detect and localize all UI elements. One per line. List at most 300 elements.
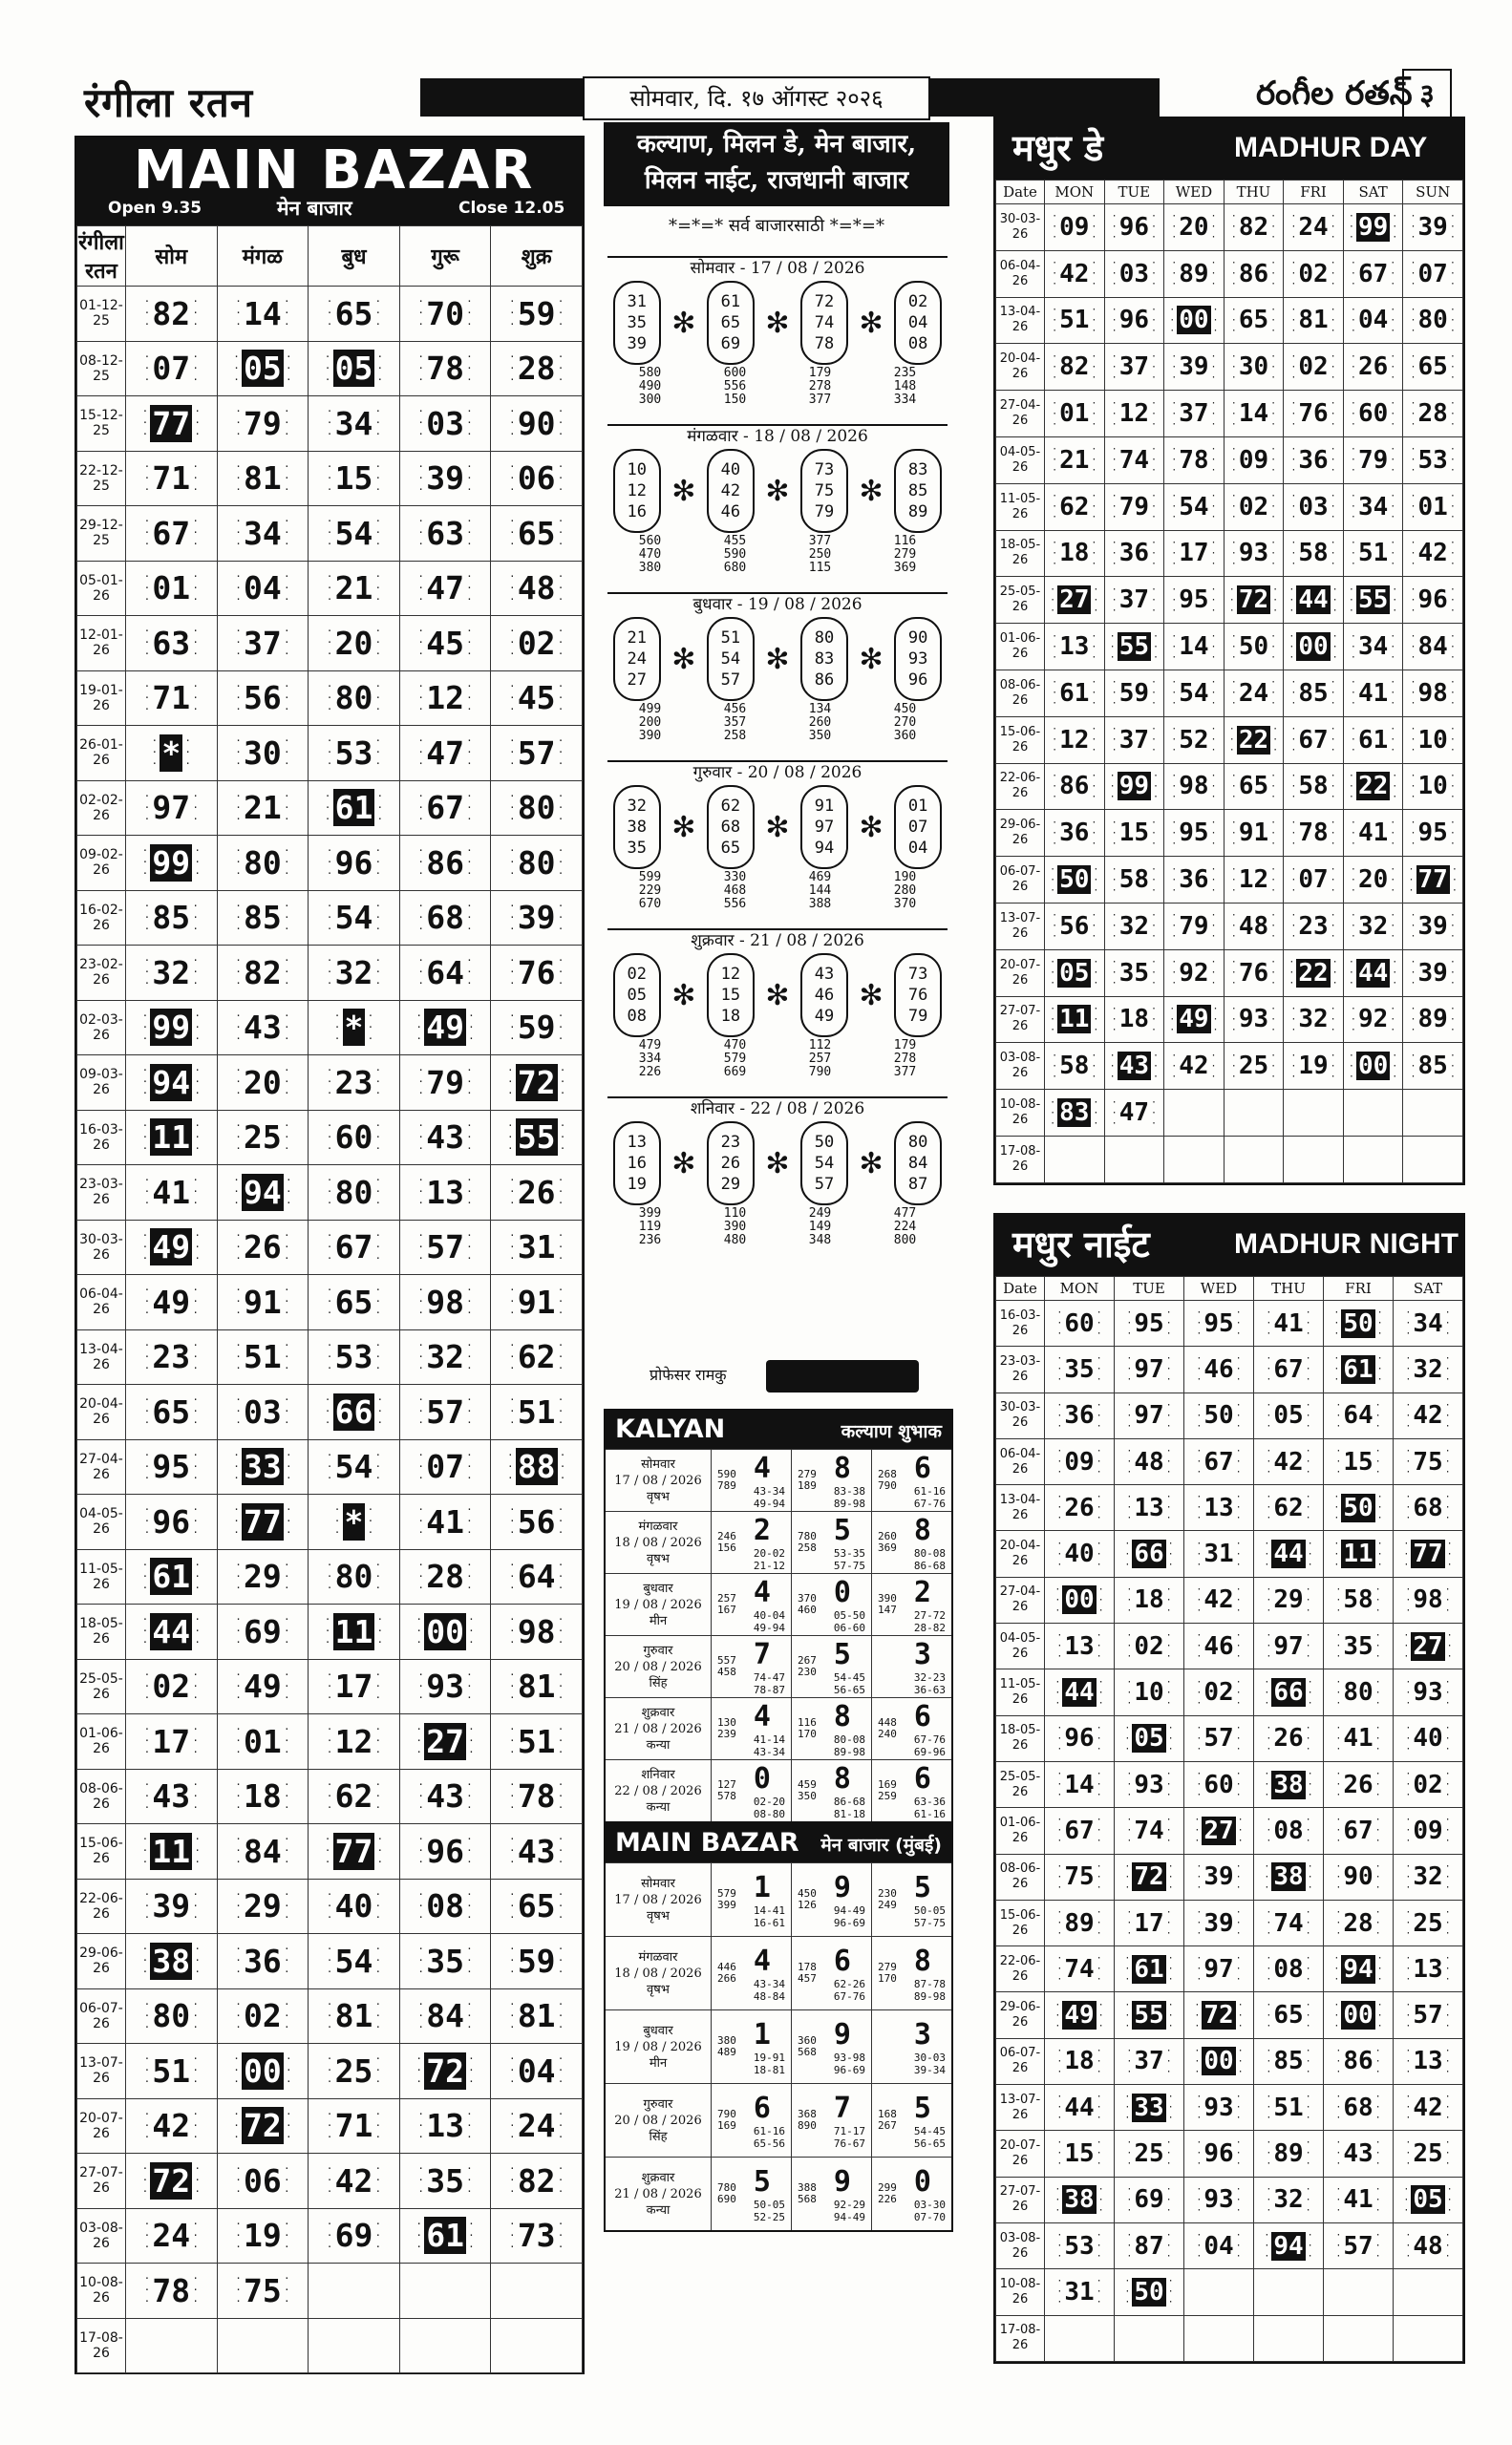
result-number: 95 xyxy=(1179,819,1209,848)
result-row xyxy=(606,1936,951,2009)
date-cell: 23-02-26 xyxy=(77,946,126,1001)
result-number: 96 xyxy=(1118,306,1149,335)
result-cell-inner xyxy=(1184,1769,1253,1800)
panel-digits-left: · · · xyxy=(1266,1630,1272,1663)
day-info-line: गुरुवार xyxy=(643,2096,673,2112)
panel-digits-right: · · · xyxy=(1446,1630,1453,1663)
result-cell-inner xyxy=(1284,1051,1343,1082)
result-block xyxy=(712,1450,792,1511)
panel-digits-left: · · · xyxy=(1405,2092,1412,2124)
panel-digits-left: · · · xyxy=(1350,537,1356,569)
result-number: 74 xyxy=(1118,445,1149,475)
result-number: 07 xyxy=(152,350,191,388)
result-number: 39 xyxy=(1179,352,1209,382)
panel-digits-right: · · · xyxy=(374,1064,382,1100)
panel-digits-right: · · · xyxy=(466,1284,473,1320)
result-number: 93 xyxy=(1203,2093,1234,2122)
panel-digits-left: · · · xyxy=(1111,444,1118,477)
result-number: 65 xyxy=(334,294,373,332)
result-cell xyxy=(126,1934,218,1989)
result-cell-inner xyxy=(1045,1769,1114,1800)
result-number: 11 xyxy=(1059,1005,1090,1034)
day-info-line: 21 / 08 / 2026 xyxy=(614,1721,702,1736)
panel-pair xyxy=(798,1655,817,1678)
result-block xyxy=(792,1574,872,1635)
panel-digits-left: · · · xyxy=(1410,491,1416,523)
panel-digits-right: · · · xyxy=(557,295,564,331)
panel-digits-right: · · · xyxy=(1091,770,1097,802)
result-number: 43 xyxy=(152,1777,191,1816)
panel-digits-left: · · · xyxy=(1056,1630,1063,1663)
result-cell-inner xyxy=(218,2264,309,2318)
panel-digits-right: · · · xyxy=(1235,1308,1242,1340)
result-cell xyxy=(309,1659,400,1714)
jodi-pair: 50-05 xyxy=(753,2198,785,2211)
panel-digits-left: · · · xyxy=(1333,1353,1340,1386)
panel-number: 257 xyxy=(717,1592,736,1605)
panel-digits-right: · · · xyxy=(1150,1003,1158,1035)
result-number: 61 xyxy=(1343,1354,1374,1384)
result-row xyxy=(606,2157,951,2230)
table-row xyxy=(996,1992,1463,2038)
jodi-pair: 08-80 xyxy=(753,1807,785,1820)
result-cell-inner xyxy=(1225,957,1284,989)
panel-pair xyxy=(878,1593,897,1616)
panel-digits-left: · · · xyxy=(1124,1722,1131,1754)
result-number: 48 xyxy=(1413,2231,1443,2261)
jodi-pair: 63-36 xyxy=(913,1795,946,1808)
panel-digits-left: · · · xyxy=(1350,817,1356,849)
result-number: 21 xyxy=(334,569,373,607)
day-info-line: 17 / 08 / 2026 xyxy=(614,1473,702,1488)
result-cell xyxy=(1045,1485,1115,1531)
result-cell-inner xyxy=(1225,258,1284,289)
panel-digits-left: · · · xyxy=(1230,258,1237,290)
table-row xyxy=(77,1879,583,1934)
result-number: 08 xyxy=(1273,1816,1304,1845)
star-icon: ✻ xyxy=(765,1146,790,1180)
result-number: 84 xyxy=(1417,632,1448,662)
result-block xyxy=(712,1863,792,1936)
result-number: 79 xyxy=(244,404,282,442)
day-info-line: बुधवार xyxy=(643,1581,673,1596)
panel-digits-left: · · · xyxy=(1050,957,1056,989)
result-cell-inner xyxy=(1115,1492,1183,1523)
panel-numbers xyxy=(607,367,948,407)
date-cell: 13-07-26 xyxy=(996,2085,1045,2131)
result-cell-inner xyxy=(1403,585,1462,616)
oval-number: 16 xyxy=(627,502,647,521)
panel-number: 560 xyxy=(638,534,662,548)
panel-digits-right: · · · xyxy=(1150,584,1158,616)
result-cell-inner xyxy=(400,1880,491,1934)
result-cell xyxy=(1394,2038,1463,2084)
result-cell-inner xyxy=(1115,1353,1183,1385)
panel-pair xyxy=(717,1962,736,1985)
result-cell xyxy=(126,836,218,891)
oval-number: 07 xyxy=(907,818,928,837)
table-row xyxy=(77,1714,583,1770)
panel-digits-right: · · · xyxy=(1390,1003,1396,1035)
day-info-line: कन्या xyxy=(646,1737,671,1753)
result-cell-inner xyxy=(126,1934,217,1988)
panel-digits-left: · · · xyxy=(235,1887,242,1924)
panel-digits-left: · · · xyxy=(1290,1003,1297,1035)
jodi-oval xyxy=(894,1121,942,1205)
result-cell-inner xyxy=(491,781,582,836)
panel-number: 690 xyxy=(717,2193,736,2205)
result-cell xyxy=(1343,204,1403,251)
panel-digits-left: · · · xyxy=(326,2162,333,2199)
panel-digits-left: · · · xyxy=(417,2107,425,2143)
oval-number: 96 xyxy=(907,670,928,690)
date-cell: 11-05-26 xyxy=(996,1669,1045,1715)
panel-digits-left: · · · xyxy=(1056,2137,1063,2170)
result-cell xyxy=(309,1769,400,1824)
result-number: 97 xyxy=(1203,1954,1234,1984)
panel-digits-left: · · · xyxy=(326,1174,333,1210)
panel-digits-left: · · · xyxy=(143,1887,151,1924)
result-cell-inner xyxy=(218,1550,309,1605)
panel-digits-left: · · · xyxy=(1230,817,1237,849)
result-cell xyxy=(217,1769,309,1824)
result-cell-inner xyxy=(126,891,217,946)
result-cell-inner xyxy=(1045,818,1104,849)
oval-number: 76 xyxy=(907,986,928,1005)
result-cell xyxy=(126,1495,218,1550)
result-cell xyxy=(1184,2038,1254,2084)
panel-digits-left: · · · xyxy=(1230,211,1237,244)
result-cell xyxy=(1254,2038,1324,2084)
markets-title-line1: कल्याण, मिलन डे, मेन बाजार, xyxy=(636,130,917,159)
result-cell xyxy=(1254,2222,1324,2268)
panel-digits-right: · · · xyxy=(1093,863,1099,896)
oval-number: 89 xyxy=(907,502,928,521)
result-number: 24 xyxy=(1238,678,1269,708)
panel-digits-left: · · · xyxy=(1290,817,1297,849)
result-cell xyxy=(1115,1992,1184,2038)
result-number: 93 xyxy=(1238,539,1269,568)
panel-digits-right: · · · xyxy=(1093,957,1099,989)
panel-digits-right: · · · xyxy=(374,569,382,606)
column-header-brand: रंगीला रतन xyxy=(77,226,126,287)
result-cell-inner xyxy=(1184,2092,1253,2123)
result-cell xyxy=(1115,1715,1184,1761)
result-number: 96 xyxy=(334,843,373,882)
result-cell-inner xyxy=(1324,1907,1393,1939)
panel-digits-right: · · · xyxy=(283,625,290,661)
result-block xyxy=(712,1760,792,1821)
panel-digits-left: · · · xyxy=(1171,537,1178,569)
result-number: 42 xyxy=(1273,1447,1304,1477)
date-cell: 26-01-26 xyxy=(77,726,126,781)
result-number: 80 xyxy=(334,1558,373,1596)
day-info xyxy=(606,1760,712,1821)
panel-digits-left: · · · xyxy=(326,1338,333,1374)
result-cell-inner xyxy=(1254,1353,1323,1385)
panel-digits-left: · · · xyxy=(1126,1815,1133,1847)
panel-digits-left: · · · xyxy=(235,954,242,990)
date-cell: 27-04-26 xyxy=(77,1439,126,1495)
panel-number: 116 xyxy=(798,1716,817,1729)
panel-digits-right: · · · xyxy=(466,1887,473,1924)
result-cell xyxy=(309,1714,400,1770)
result-cell xyxy=(1324,2131,1394,2177)
day-block xyxy=(607,424,948,575)
result-cell-inner xyxy=(1184,1723,1253,1754)
date-cell: 25-05-26 xyxy=(996,1761,1045,1807)
date-cell: 03-08-26 xyxy=(996,2222,1045,2268)
table-row xyxy=(996,1393,1463,1438)
panel-column xyxy=(622,1207,679,1247)
result-cell xyxy=(309,506,400,562)
result-cell-inner xyxy=(400,891,491,946)
result-cell-inner xyxy=(1225,724,1284,755)
panel-digits-right: · · · xyxy=(1165,1492,1172,1524)
panel-digits-left: · · · xyxy=(326,569,333,606)
panel-digits-left: · · · xyxy=(1333,1999,1340,2031)
panel-digits-left: · · · xyxy=(1126,1446,1133,1478)
panel-digits-left: · · · xyxy=(1335,1815,1342,1847)
result-cell xyxy=(1045,2131,1115,2177)
oval-number: 31 xyxy=(627,292,647,311)
result-cell xyxy=(1045,1301,1115,1347)
result-cell xyxy=(1104,436,1164,483)
panel-number: 270 xyxy=(893,715,917,730)
panel-digits-left: · · · xyxy=(1290,444,1297,477)
result-cell xyxy=(126,1824,218,1880)
result-cell xyxy=(217,1220,309,1275)
panel-number: 246 xyxy=(717,1530,736,1542)
result-number: 38 xyxy=(1273,1862,1304,1892)
panel-digits-right: · · · xyxy=(1449,444,1456,477)
panel-digits-left: · · · xyxy=(235,2272,242,2308)
result-number: 78 xyxy=(517,1777,556,1816)
jodi-pair: 93-98 xyxy=(833,2051,865,2064)
result-number: 37 xyxy=(1134,2047,1164,2076)
result-cell-inner xyxy=(1225,444,1284,476)
result-cell xyxy=(1104,996,1164,1043)
result-cell xyxy=(126,1385,218,1440)
panel-number: 468 xyxy=(723,883,747,898)
panel-digits-right: · · · xyxy=(1449,910,1456,943)
result-cell xyxy=(126,1165,218,1221)
panel-digits-right: · · · xyxy=(557,1613,564,1649)
panel-digits-left: · · · xyxy=(509,1668,516,1704)
panel-number: 377 xyxy=(808,393,832,407)
panel-digits-left: · · · xyxy=(1196,1538,1203,1570)
panel-digits-right: · · · xyxy=(374,1997,382,2033)
date-cell: 02-02-26 xyxy=(77,780,126,836)
table-row xyxy=(77,946,583,1001)
oval-number: 65 xyxy=(720,313,741,332)
result-cell xyxy=(1343,577,1403,624)
result-cell xyxy=(1224,344,1284,391)
result-number: 50 xyxy=(1343,1493,1374,1522)
madhur-night-table xyxy=(995,1276,1463,2362)
panel-number: 477 xyxy=(893,1206,917,1221)
panel-digits-right: · · · xyxy=(1330,817,1336,849)
table-row xyxy=(996,624,1463,670)
panel-number: 377 xyxy=(808,534,832,548)
panel-digits-right: · · · xyxy=(1096,2137,1102,2170)
panel-digits-left: · · · xyxy=(417,295,425,331)
single-digit: 2 xyxy=(753,1513,771,1547)
result-number: 80 xyxy=(517,789,556,827)
date-cell: 18-05-26 xyxy=(77,1605,126,1660)
result-number: 28 xyxy=(517,350,556,388)
panel-digits-right: · · · xyxy=(1330,491,1336,523)
result-cell-inner xyxy=(400,726,491,780)
result-cell xyxy=(1104,903,1164,949)
result-cell xyxy=(491,1934,583,1989)
day-info xyxy=(606,2158,712,2230)
result-cell-inner xyxy=(491,1770,582,1824)
oval-number: 84 xyxy=(907,1154,928,1173)
panel-column xyxy=(792,1207,849,1247)
panel-digits-left: · · · xyxy=(1126,1676,1133,1709)
table-row xyxy=(77,670,583,726)
panel-digits-right: · · · xyxy=(1096,1492,1102,1524)
result-number: 98 xyxy=(426,1283,464,1321)
date-cell: 15-06-26 xyxy=(996,716,1045,763)
table-row xyxy=(996,996,1463,1043)
jodi-oval xyxy=(613,449,661,533)
panel-digits-left: · · · xyxy=(1056,2276,1063,2308)
table-row xyxy=(77,1439,583,1495)
panel-digits-right: · · · xyxy=(1446,2183,1453,2216)
result-stack xyxy=(914,2165,946,2223)
result-cell-inner xyxy=(1045,1677,1114,1709)
panel-digits-left: · · · xyxy=(1230,957,1237,989)
panel-digits-right: · · · xyxy=(1374,1815,1381,1847)
panel-digits-left: · · · xyxy=(1126,1492,1133,1524)
panel-digits-right: · · · xyxy=(1235,1584,1242,1616)
result-cell-inner xyxy=(1184,1677,1253,1709)
panel-digits-right: · · · xyxy=(1444,1860,1451,1893)
result-cell-inner xyxy=(218,1989,309,2044)
panel-digits-left: · · · xyxy=(1052,351,1058,383)
panel-digits-right: · · · xyxy=(374,2107,382,2143)
result-number: 47 xyxy=(1118,1098,1149,1128)
result-cell-inner xyxy=(309,1330,399,1385)
panel-digits-right: · · · xyxy=(557,2107,564,2143)
result-number: 42 xyxy=(152,2107,191,2145)
panel-digits-left: · · · xyxy=(1169,1003,1176,1035)
result-cell-inner xyxy=(1045,1446,1114,1478)
result-number: 17 xyxy=(1134,1908,1164,1938)
result-cell xyxy=(309,2154,400,2209)
result-number: 43 xyxy=(1343,2138,1374,2168)
result-cell xyxy=(217,2154,309,2209)
panel-digits-left: · · · xyxy=(509,734,516,771)
result-cell xyxy=(1045,1624,1115,1669)
panel-digits-left: · · · xyxy=(1264,1538,1270,1570)
result-number: 27 xyxy=(1413,1631,1443,1661)
result-number: 47 xyxy=(426,569,464,607)
result-cell xyxy=(1394,1715,1463,1761)
result-number: 71 xyxy=(152,459,191,498)
panel-digits-right: · · · xyxy=(1392,1050,1398,1082)
single-digit: 9 xyxy=(833,2164,851,2199)
jodi-pair: 43-34 xyxy=(753,1484,785,1498)
result-cell-inner xyxy=(309,891,399,946)
panel-digits-left: · · · xyxy=(1290,397,1297,430)
result-number: 34 xyxy=(1357,632,1389,662)
panel-digits-right: · · · xyxy=(1390,863,1396,896)
result-cell-inner xyxy=(1403,724,1462,755)
panel-digits-left: · · · xyxy=(1056,1353,1063,1386)
result-cell xyxy=(309,1879,400,1934)
panel-digits-right: · · · xyxy=(1210,351,1217,383)
panel-digits-left: · · · xyxy=(1335,2092,1342,2124)
jodi-pair: 19-91 xyxy=(753,2051,785,2064)
result-cell-inner xyxy=(1254,1492,1323,1523)
result-cell-inner xyxy=(1324,1723,1393,1754)
panel-number: 259 xyxy=(878,1790,897,1802)
jodi-pair: 96-69 xyxy=(833,1916,865,1929)
result-number: 79 xyxy=(426,1063,464,1101)
result-cell xyxy=(126,780,218,836)
star-icon: ✻ xyxy=(859,978,884,1012)
panel-digits-left: · · · xyxy=(1056,2230,1063,2263)
single-digit: 8 xyxy=(913,1513,931,1547)
result-number: 43 xyxy=(1118,1052,1149,1081)
result-cell-inner xyxy=(309,506,399,561)
result-cell-inner xyxy=(400,1275,491,1329)
day-block xyxy=(607,760,948,911)
result-number: 71 xyxy=(334,2107,373,2145)
panel-digits-left: · · · xyxy=(233,2052,240,2089)
panel-digits-left: · · · xyxy=(143,789,151,825)
result-cell xyxy=(1343,763,1403,810)
panel-digits-right: · · · xyxy=(376,350,384,386)
result-block xyxy=(872,1636,951,1697)
result-cell xyxy=(126,2098,218,2154)
panel-digits-left: · · · xyxy=(1405,1815,1412,1847)
result-number: 67 xyxy=(426,789,464,827)
panel-digits-right: · · · xyxy=(192,1393,199,1430)
result-cell xyxy=(217,287,309,342)
panel-digits-right: · · · xyxy=(1330,1003,1336,1035)
panel-digits-left: · · · xyxy=(507,1064,514,1100)
panel-digits-right: · · · xyxy=(1305,1630,1311,1663)
result-number: 82 xyxy=(152,294,191,332)
panel-pair xyxy=(798,1888,817,1911)
result-cell-inner xyxy=(1115,2230,1183,2262)
jodi-oval xyxy=(894,953,942,1037)
panel-digits-right: · · · xyxy=(1091,258,1097,290)
result-cell-inner xyxy=(1254,1677,1323,1709)
panel-digits-right: · · · xyxy=(374,1284,382,1320)
panel-digits-left: · · · xyxy=(417,2162,425,2199)
result-row xyxy=(606,1862,951,1936)
panel-number: 789 xyxy=(717,1479,736,1492)
jodi-pairs xyxy=(834,1485,865,1510)
result-cell xyxy=(309,1495,400,1550)
result-cell xyxy=(126,561,218,616)
date-cell: 30-03-26 xyxy=(77,1220,126,1275)
result-cell-inner xyxy=(218,396,309,451)
date-cell: 04-05-26 xyxy=(77,1495,126,1550)
result-number: 48 xyxy=(517,569,556,607)
panel-digits-right: · · · xyxy=(1392,957,1398,989)
result-cell-inner xyxy=(1045,910,1104,942)
panel-number: 490 xyxy=(638,379,662,393)
panel-digits-left: · · · xyxy=(1290,304,1297,336)
panel-digits-left: · · · xyxy=(235,899,242,935)
result-cell xyxy=(1343,670,1403,716)
